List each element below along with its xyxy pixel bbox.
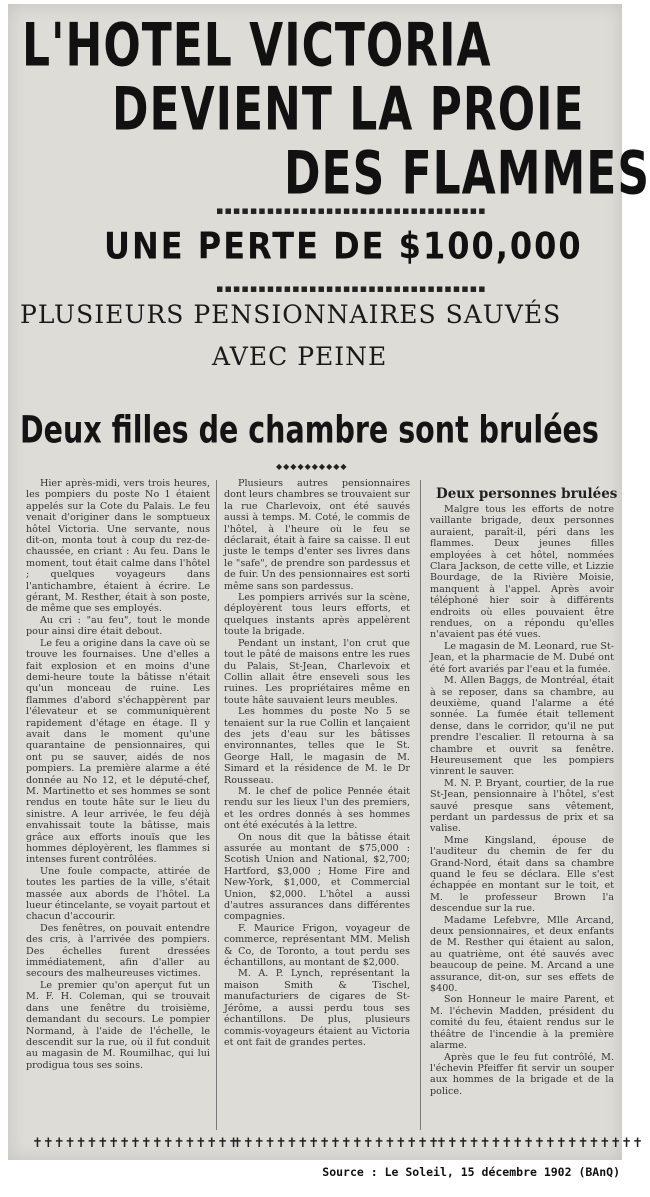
headline-line-2: DEVIENT LA PROIE bbox=[112, 75, 585, 145]
headline-line-3: DES FLAMMES bbox=[284, 139, 650, 209]
paragraph: M. le chef de police Pennée était rendu sur les lieux l'un des premiers, et les ordres donnés à ses hommes ont été exécutés à la lettre. bbox=[224, 785, 410, 832]
paragraph: On nous dit que la bâtisse était assurée au montant de $75,000 : Scotish Union and National, $2,700; Hartford, $3,000 ; Home Fire and New-York, $1,000, et Commercial Union, $2,000. L'hôtel a aussi d'autres assurances dans différentes compagnies. bbox=[224, 831, 410, 923]
subhead-boarders-line-1: PLUSIEURS PENSIONNAIRES SAUVÉS bbox=[20, 300, 562, 329]
paragraph: Hier après-midi, vers trois heures, les pompiers du poste No 1 étaient appelés sur la Cote du Palais. Le feu venait d'originer dans le somptueux hôtel Victoria. Une servante, nous dit-on, monta tout à coup du rez-de-chaussée, en criant : Au feu. Dans le moment, tout était calme dans l'hôtel ; quelques voyageurs dans l'antichambre, étaient à écrire. Le gérant, M. Resther, était à son poste, de même que ses employés. bbox=[26, 478, 210, 615]
column-divider bbox=[420, 480, 421, 1130]
paragraph: Le feu a origine dans la cave où se trouve les fournaises. Une d'elles a fait explosion et en moins d'une demi-heure toute la bâtisse n'était qu'un monceau de ruine. Les flammes d'abord s'échappèrent par l'élevateur et se communiquèrent rapidement d'étage en étage. Il y avait dans le moment qu'une quarantaine de pensionnaires, qui ont pu se sauver, aidés de nos pompiers. La première alarme a été donnée au No 12, et le député-chef, M. Martinetto et ses hommes se sont rendus en toute hâte sur le lieu du sinistre. A leur arrivée, le feu déjà envahissait toute la bâtisse, mais grâce aux efforts inouïs que les hommes déployèrent, les flammes si intenses furent contrôlées. bbox=[26, 637, 210, 866]
paragraph: Pendant un instant, l'on crut que tout le pâté de maisons entre les rues du Palais, St-Jean, Charlevoix et Collin allait être enseveli sous les ruines. Les propriétaires même en toute hâte sauvaient leurs meubles. bbox=[224, 637, 410, 706]
article-column-2 bbox=[224, 478, 410, 1130]
paragraph: Malgre tous les efforts de notre vaillante brigade, deux personnes auraient, paraît-il, péri dans les flammes. Deux jeunes filles employées à cet hôtel, nommées Clara Jackson, de cette ville, et Lizzie Bourdage, de la Rivière Moisie, manquent à l'appel. Après avoir téléphoné hier soir à différents endroits où elles pouvaient être rendues, on a répondu qu'elles n'avaient pas été vues. bbox=[430, 504, 614, 641]
paragraph: Une foule compacte, attirée de toutes les parties de la ville, s'était massée aux abords de l'hôtel. La lueur étincelante, se voyait partout et chacun d'accourir. bbox=[26, 865, 210, 923]
subhead-maids: Deux filles de chambre sont brulées bbox=[20, 409, 599, 453]
paragraph: Le premier qu'on aperçut fut un M. F. H. Coleman, qui se trouvait dans une fenêtre du troisième, demandant du secours. Le pompier Normand, à l'aide de l'échelle, le descendit sur la rue, où il fut conduit au magasin de M. Roumilhac, qui lui prodigua tous ses soins. bbox=[26, 979, 210, 1071]
ornament-rule-1: ▪▪▪▪▪▪▪▪▪▪▪▪▪▪▪▪▪▪▪▪▪▪▪▪▪▪▪▪▪▪▪▪ bbox=[216, 204, 487, 217]
paragraph: F. Maurice Frigon, voyageur de commerce, représentant MM. Melish & Co, de Toronto, a tout perdu ses échantillons, au montant de $2,000. bbox=[224, 922, 410, 969]
ornament-rule-bottom-1: ✝✝✝✝✝✝✝✝✝✝✝✝✝✝✝✝✝✝✝ bbox=[32, 1136, 239, 1151]
paragraph: Mme Kingsland, épouse de l'auditeur du chemin de fer du Grand-Nord, était dans sa chambre quand le feu se déclara. Elle s'est échappée en montant sur le toit, et M. le professeur Brown l'a descendue sur la rue. bbox=[430, 834, 614, 915]
newspaper-clipping bbox=[8, 4, 650, 1160]
ornament-rule-3: ◆◆◆◆◆◆◆◆◆◆ bbox=[276, 462, 348, 471]
column-3-heading: Deux personnes brulées bbox=[436, 486, 618, 502]
paragraph: Les pompiers arrivés sur la scène, déployèrent tous leurs efforts, et quelques instants après appelèrent toute la brigade. bbox=[224, 592, 410, 638]
paragraph: Après que le feu fut contrôlé, M. l'échevin Pfeiffer fit servir un souper aux hommes de la brigade et de la police. bbox=[430, 1051, 614, 1097]
paragraph: Madame Lefebvre, Mlle Arcand, deux pensionnaires, et deux enfants de M. Resther qui étaient au salon, au quatrième, ont été sauvés avec beaucoup de peine. M. Arcand a une assurance, dit-on, sur ses effets de $400. bbox=[430, 914, 614, 995]
paragraph: Les hommes du poste No 5 se tenaient sur la rue Collin et lançaient des jets d'eau sur les bâtisses environnantes, telles que le St. George Hall, le magasin de M. Simard et la résidence de M. le Dr Rousseau. bbox=[224, 706, 410, 786]
paragraph: Au cri : "au feu", tout le monde pour ainsi dire était debout. bbox=[26, 614, 210, 638]
paragraph: M. Allen Baggs, de Montréal, était à se reposer, dans sa chambre, au deuxième, quand l'alarme a été sonnée. La fumée était tellement dense, dans le corridor, qu'il ne put prendre l'escalier. Il retourna à sa chambre et ouvrit sa fenêtre. Heureusement que les pompiers vinrent le sauver. bbox=[430, 675, 614, 778]
source-caption: Source : Le Soleil, 15 décembre 1902 (BAnQ) bbox=[322, 1165, 620, 1179]
ornament-rule-bottom-3: ✝✝✝✝✝✝✝✝✝✝✝✝✝✝✝✝✝✝✝ bbox=[436, 1136, 643, 1151]
ornament-rule-bottom-2: ✝✝✝✝✝✝✝✝✝✝✝✝✝✝✝✝✝✝✝ bbox=[232, 1136, 439, 1151]
paragraph: Son Honneur le maire Parent, et M. l'échevin Madden, président du comité du feu, étaient rendus sur le théâtre de l'incendie à la première alarme. bbox=[430, 994, 614, 1052]
subhead-loss: UNE PERTE DE $100,000 bbox=[104, 224, 583, 268]
paragraph: Des fenêtres, on pouvait entendre des cris, à l'arrivée des pompiers. Des échelles furent dressées immédiatement, afin d'aller au secours des malheureuses victimes. bbox=[26, 922, 210, 980]
article-column-1 bbox=[26, 478, 210, 1130]
paragraph: M. A. P. Lynch, représentant la maison Smith & Tischel, manufacturiers de cigares de St-Jérôme, a aussi perdu tous ses échantillons. De plus, plusieurs commis-voyageurs étaient au Victoria et ont fait de grandes pertes. bbox=[224, 968, 410, 1048]
ornament-rule-2: ▪▪▪▪▪▪▪▪▪▪▪▪▪▪▪▪▪▪▪▪▪▪▪▪▪▪▪▪▪▪▪▪ bbox=[216, 282, 487, 295]
headline-line-1: L'HOTEL VICTORIA bbox=[22, 11, 492, 81]
article-column-3 bbox=[430, 504, 614, 1130]
column-divider bbox=[216, 480, 217, 1130]
paragraph: Le magasin de M. Leonard, rue St-Jean, et la pharmacie de M. Dubé ont été fort avariés par l'eau et la fumée. bbox=[430, 640, 614, 675]
subhead-boarders-line-2: AVEC PEINE bbox=[212, 342, 388, 371]
paragraph: Plusieurs autres pensionnaires dont leurs chambres se trouvaient sur la rue Charlevoix, ont été sauvés aussi à temps. M. Coté, le commis de l'hôtel, à l'heure où le feu se déclarait, était à faire sa caisse. Il eut juste le temps d'enter ses livres dans le "safe", de prendre son pardessus et de fuir. Un des pensionnaires est sorti même sans son pardessus. bbox=[224, 478, 410, 592]
paragraph: M. N. P. Bryant, courtier, de la rue St-Jean, pensionnaire à l'hôtel, s'est sauvé presque sans vêtement, perdant un pardessus de prix et sa valise. bbox=[430, 777, 614, 835]
